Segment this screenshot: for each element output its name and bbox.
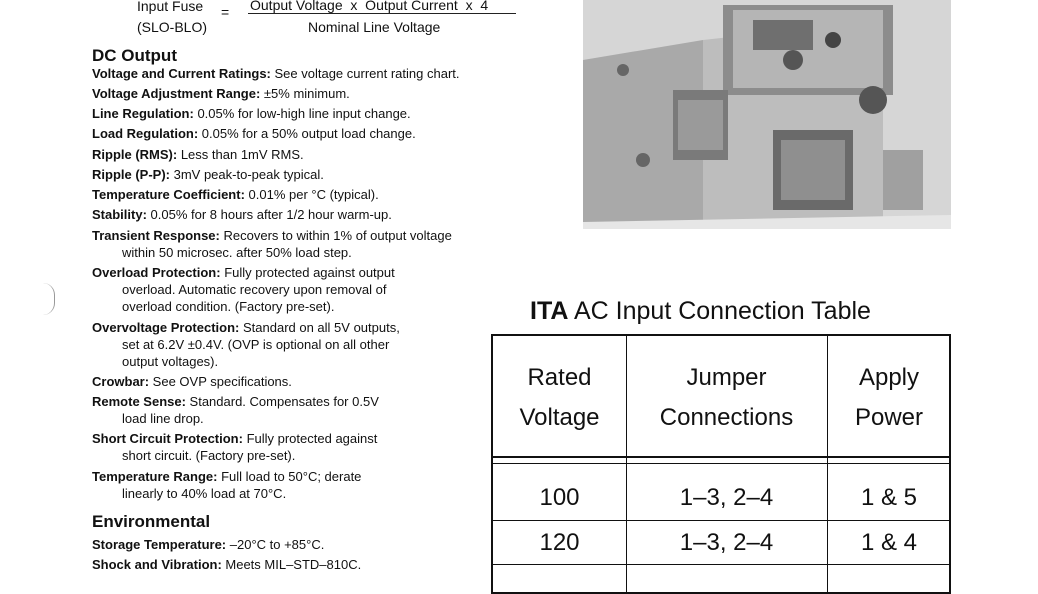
spec-overload-cont-1: overload. Automatic recovery upon removal of (122, 282, 387, 297)
spec-transient-cont: within 50 microsec. after 50% load step. (122, 245, 352, 260)
spec-overvoltage-cont-2: output voltages). (122, 354, 219, 369)
table-header-divider-2 (493, 463, 949, 464)
dc-output-title: DC Output (92, 46, 177, 65)
fuse-label-line1: Input Fuse (137, 0, 204, 14)
environmental-title: Environmental (92, 512, 211, 531)
fuse-numerator: Output Voltage x Output Current x 4 (250, 0, 489, 13)
spec-remote-sense: Remote Sense: Standard. Compensates for 0.5V (92, 394, 379, 409)
spec-overload-cont-2: overload condition. (Factory pre-set). (122, 299, 335, 314)
power-supply-photo (583, 0, 951, 229)
spec-ripple-rms: Ripple (RMS): Less than 1mV RMS. (92, 147, 304, 162)
spec-overvoltage-protection: Overvoltage Protection: Standard on all 5V outputs, (92, 320, 400, 335)
spec-crowbar: Crowbar: See OVP specifications. (92, 374, 292, 389)
power-supply-photo-svg (583, 0, 951, 229)
spec-ripple-pp: Ripple (P-P): 3mV peak-to-peak typical. (92, 167, 324, 182)
fuse-denominator: Nominal Line Voltage (308, 19, 441, 35)
cell-jumper-row1: 1–3, 2–4 (679, 484, 774, 511)
cell-voltage-row2: 120 (539, 529, 580, 556)
table-title: ITA AC Input Connection Table (530, 297, 871, 325)
margin-mark (40, 283, 55, 315)
table-header-divider-1 (493, 456, 949, 458)
spec-short-circuit: Short Circuit Protection: Fully protected against (92, 431, 378, 446)
spec-line-regulation: Line Regulation: 0.05% for low-high line input change. (92, 106, 411, 121)
spec-transient-response: Transient Response: Recovers to within 1% of output voltage (92, 228, 452, 243)
spec-voltage-adjust: Voltage Adjustment Range: ±5% minimum. (92, 86, 350, 101)
cell-power-row1: 1 & 5 (860, 484, 918, 511)
fuse-label-line2: (SLO-BLO) (137, 19, 208, 35)
fraction-line (248, 13, 516, 14)
spec-temperature-range-cont: linearly to 40% load at 70°C. (122, 486, 287, 501)
cell-power-row2: 1 & 4 (860, 529, 918, 556)
spec-shock-vibration: Shock and Vibration: Meets MIL–STD–810C. (92, 557, 362, 572)
spec-remote-sense-cont: load line drop. (122, 411, 204, 426)
spec-temp-coefficient: Temperature Coefficient: 0.01% per °C (typical). (92, 187, 379, 202)
spec-load-regulation: Load Regulation: 0.05% for a 50% output load change. (92, 126, 416, 141)
spec-voltage-current: Voltage and Current Ratings: See voltage current rating chart. (92, 66, 460, 81)
ac-input-connection-table (491, 334, 951, 594)
fuse-equals: = (221, 4, 230, 20)
spec-short-circuit-cont: short circuit. (Factory pre-set). (122, 448, 296, 463)
header-apply-power: Apply Power (854, 364, 924, 431)
spec-stability: Stability: 0.05% for 8 hours after 1/2 hour warm-up. (92, 207, 392, 222)
spec-overvoltage-cont-1: set at 6.2V ±0.4V. (OVP is optional on all other (122, 337, 390, 352)
table-row-divider-2 (493, 564, 949, 565)
spec-overload-protection: Overload Protection: Fully protected against output (92, 265, 395, 280)
header-jumper-connections: Jumper Connections (659, 364, 794, 431)
spec-storage-temperature: Storage Temperature: –20°C to +85°C. (92, 537, 325, 552)
table-row-divider-1 (493, 520, 949, 521)
cell-voltage-row1: 100 (539, 484, 580, 511)
cell-jumper-row2: 1–3, 2–4 (679, 529, 774, 556)
header-rated-voltage: Rated Voltage (519, 364, 600, 431)
spec-temperature-range: Temperature Range: Full load to 50°C; derate (92, 469, 362, 484)
